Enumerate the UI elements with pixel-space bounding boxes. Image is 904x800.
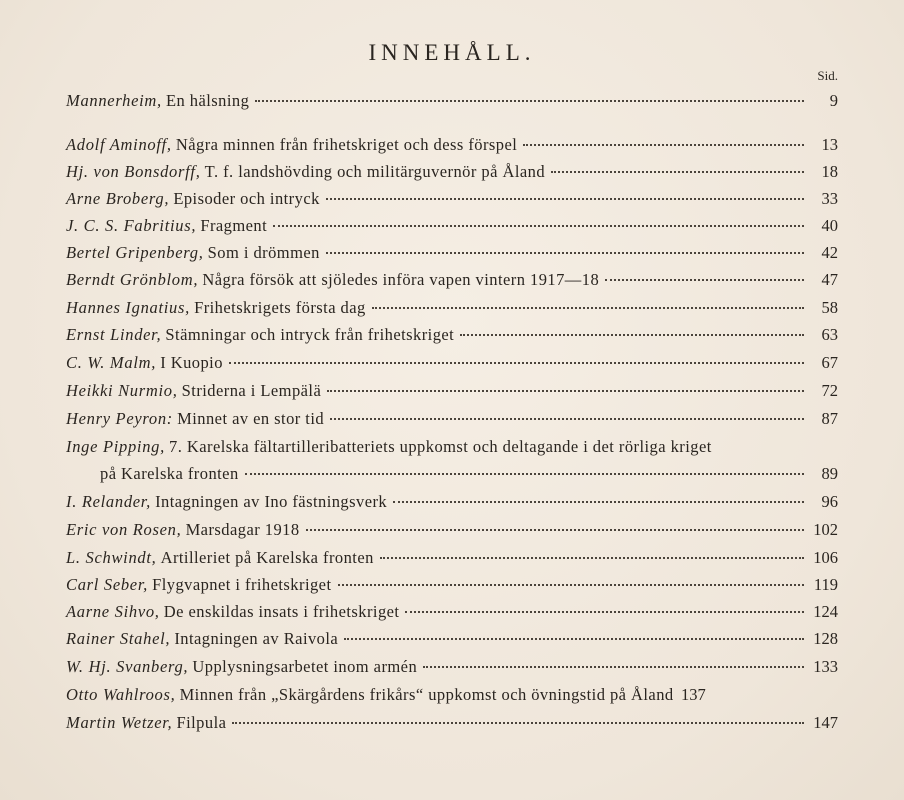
dot-leader xyxy=(423,666,804,668)
toc-entry-continuation xyxy=(100,464,838,484)
toc-entry xyxy=(66,602,838,622)
toc-page-number: 33 xyxy=(821,189,838,208)
toc-author: C. W. Malm, xyxy=(66,353,157,372)
toc-entry xyxy=(66,629,838,649)
toc-entry xyxy=(66,657,838,677)
toc-title: Upplysningsarbetet inom armén xyxy=(192,657,418,676)
toc-author: Carl Seber, xyxy=(66,575,148,594)
toc-author: W. Hj. Svanberg, xyxy=(66,657,189,676)
dot-leader xyxy=(229,362,804,364)
dot-leader xyxy=(273,225,804,227)
toc-author: Rainer Stahel, xyxy=(66,629,171,648)
toc-title: Stämningar och intryck från frihetskriget xyxy=(165,325,455,344)
dot-leader xyxy=(460,334,804,336)
toc-author: Hannes Ignatius, xyxy=(66,298,190,317)
toc-title: 7. Karelska fältartilleribatteriets uppkomst och deltagande i det rörliga kriget xyxy=(169,437,712,456)
toc-page-number: 119 xyxy=(813,575,838,594)
toc-author: Inge Pipping, xyxy=(66,437,165,456)
toc-author: Otto Wahlroos, xyxy=(66,685,176,704)
dot-leader xyxy=(605,279,804,281)
toc-page-number: 96 xyxy=(821,492,838,511)
toc-page-number: 47 xyxy=(821,270,838,289)
toc-title: I Kuopio xyxy=(160,353,223,372)
toc-page-number: 106 xyxy=(813,548,838,567)
toc-title: Minnen från „Skärgårdens frikårs“ uppkomst och övningstid på Åland xyxy=(179,685,674,704)
page-title: INNEHÅLL. xyxy=(368,40,536,65)
toc-title: Intagningen av Ino fästningsverk xyxy=(155,492,388,511)
toc-page-number: 9 xyxy=(829,91,838,110)
toc-entry xyxy=(66,492,838,512)
toc-author: Eric von Rosen, xyxy=(66,520,182,539)
toc-entry xyxy=(66,189,838,209)
toc-title: Några försök att sjöledes införa vapen vintern 1917—18 xyxy=(202,270,600,289)
toc-entry-first-line xyxy=(66,437,838,457)
toc-title: Intagningen av Raivola xyxy=(174,629,339,648)
dot-leader xyxy=(344,638,804,640)
dot-leader xyxy=(372,307,804,309)
toc-page-number: 89 xyxy=(821,464,838,483)
toc-entry xyxy=(66,270,838,290)
toc-author: Aarne Sihvo, xyxy=(66,602,160,621)
toc-entry xyxy=(66,325,838,345)
toc-page-number: 87 xyxy=(821,409,838,428)
dot-leader xyxy=(326,252,804,254)
toc-title: Minnet av en stor tid xyxy=(177,409,325,428)
toc-title: Flygvapnet i frihetskriget xyxy=(152,575,332,594)
toc-author: Henry Peyron: xyxy=(66,409,173,428)
toc-page-number: 147 xyxy=(813,713,838,732)
toc-author: Hj. von Bonsdorff, xyxy=(66,162,201,181)
toc-title: Frihetskrigets första dag xyxy=(194,298,366,317)
toc-page-number: 72 xyxy=(821,381,838,400)
toc-page-number: 13 xyxy=(821,135,838,154)
toc-entry xyxy=(66,520,838,540)
toc-author: Ernst Linder, xyxy=(66,325,162,344)
toc-page-number: 124 xyxy=(813,602,838,621)
toc-entry xyxy=(66,713,838,733)
toc-title: Fragment xyxy=(200,216,268,235)
toc-title-continuation: på Karelska fronten xyxy=(100,464,239,483)
toc-page-number: 128 xyxy=(813,629,838,648)
toc-entry xyxy=(66,381,838,401)
toc-page-number: 102 xyxy=(813,520,838,539)
toc-page-number: 18 xyxy=(821,162,838,181)
dot-leader xyxy=(551,171,804,173)
dot-leader xyxy=(327,390,804,392)
toc-title: Filpula xyxy=(176,713,227,732)
toc-title: De enskildas insats i frihetskriget xyxy=(163,602,400,621)
toc-title: Artilleriet på Karelska fronten xyxy=(160,548,374,567)
dot-leader xyxy=(306,529,804,531)
toc-title: T. f. landshövding och militärguvernör på Åland xyxy=(204,162,546,181)
toc-title: En hälsning xyxy=(165,91,250,110)
toc-entry xyxy=(66,685,838,705)
dot-leader xyxy=(326,198,804,200)
toc-title: Episoder och intryck xyxy=(173,189,320,208)
dot-leader xyxy=(255,100,804,102)
dot-leader xyxy=(232,722,804,724)
toc-author: Bertel Gripenberg, xyxy=(66,243,204,262)
toc-author: Arne Broberg, xyxy=(66,189,170,208)
toc-entry xyxy=(66,353,838,373)
toc-entry xyxy=(66,162,838,182)
dot-leader xyxy=(393,501,804,503)
toc-author: I. Relander, xyxy=(66,492,151,511)
toc-title: Marsdagar 1918 xyxy=(185,520,300,539)
toc-title: Några minnen från frihetskriget och dess förspel xyxy=(175,135,518,154)
toc-entry xyxy=(66,243,838,263)
toc-entry-intro xyxy=(66,91,838,111)
toc-page-number: 58 xyxy=(821,298,838,317)
toc-page-number: 133 xyxy=(813,657,838,676)
toc-page-number: 67 xyxy=(821,353,838,372)
dot-leader xyxy=(405,611,804,613)
toc-author: Mannerheim, xyxy=(66,91,162,110)
page-column-label: Sid. xyxy=(817,68,838,83)
toc-title: Som i drömmen xyxy=(207,243,320,262)
dot-leader xyxy=(380,557,804,559)
dot-leader xyxy=(338,584,805,586)
toc-entry xyxy=(66,216,838,236)
toc-entry xyxy=(66,575,838,595)
toc-author: Berndt Grönblom, xyxy=(66,270,199,289)
toc-author: L. Schwindt, xyxy=(66,548,157,567)
toc-page-number: 40 xyxy=(821,216,838,235)
toc-author: Adolf Aminoff, xyxy=(66,135,172,154)
dot-leader xyxy=(523,144,804,146)
toc-page-number: 42 xyxy=(821,243,838,262)
toc-title: Striderna i Lempälä xyxy=(181,381,322,400)
toc-page-number: 137 xyxy=(680,685,706,704)
dot-leader xyxy=(330,418,804,420)
toc-entry xyxy=(66,409,838,429)
toc-author: Heikki Nurmio, xyxy=(66,381,178,400)
toc-author: Martin Wetzer, xyxy=(66,713,173,732)
dot-leader xyxy=(245,473,804,475)
toc-author: J. C. S. Fabritius, xyxy=(66,216,197,235)
toc-page-number: 63 xyxy=(821,325,838,344)
toc-entry xyxy=(66,548,838,568)
toc-entry xyxy=(66,298,838,318)
toc-entry xyxy=(66,135,838,155)
